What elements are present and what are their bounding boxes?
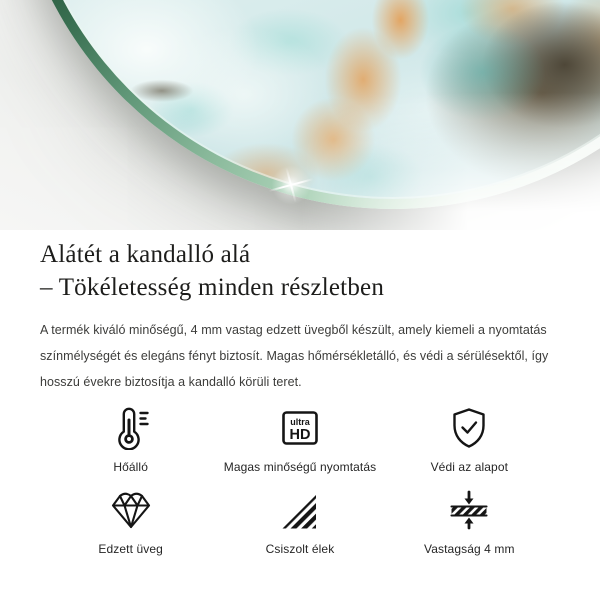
feature-polished-edges	[215, 487, 384, 556]
feature-heat-resistant	[46, 405, 215, 474]
feature-tempered-glass	[46, 487, 215, 556]
feature-thickness	[385, 487, 554, 556]
feature-label: Hőálló	[113, 460, 148, 474]
feature-label: Vastagság 4 mm	[424, 542, 515, 556]
thermometer-icon	[109, 405, 153, 451]
description-line: A termék kiváló minőségű, 4 mm vastag edzett üvegből készült, amely kiemeli a nyomtatás	[40, 323, 547, 337]
feature-label: Védi az alapot	[430, 460, 509, 474]
photo-white-fade	[0, 0, 600, 230]
feature-label: Magas minőségű nyomtatás	[223, 460, 377, 474]
feature-print-quality	[215, 405, 384, 474]
product-photo	[0, 0, 600, 230]
title-line-2: – Tökéletesség minden részletben	[40, 274, 385, 301]
hd-label: HD	[289, 427, 311, 443]
feature-label: Csiszolt élek	[265, 542, 335, 556]
beveled-edge-icon	[278, 487, 322, 533]
page-title	[40, 238, 560, 304]
title-line-1: Alátét a kandalló alá	[40, 241, 251, 268]
product-description	[40, 317, 560, 395]
feature-protects-base	[385, 405, 554, 474]
description-line: hosszú évekre biztosítja a kandalló körüli teret.	[40, 375, 302, 389]
description-line: színmélységét és elegáns fényt biztosít. Magas hőmérsékletálló, és védi a sérülésektől, így	[40, 349, 549, 363]
shield-check-icon	[447, 405, 491, 451]
feature-grid	[40, 405, 560, 556]
ultra-hd-icon	[278, 405, 322, 451]
ultra-label: ultra	[290, 417, 310, 427]
product-description-section	[0, 230, 600, 556]
thickness-icon	[447, 487, 491, 533]
diamond-icon	[109, 487, 153, 533]
feature-label: Edzett üveg	[98, 542, 163, 556]
